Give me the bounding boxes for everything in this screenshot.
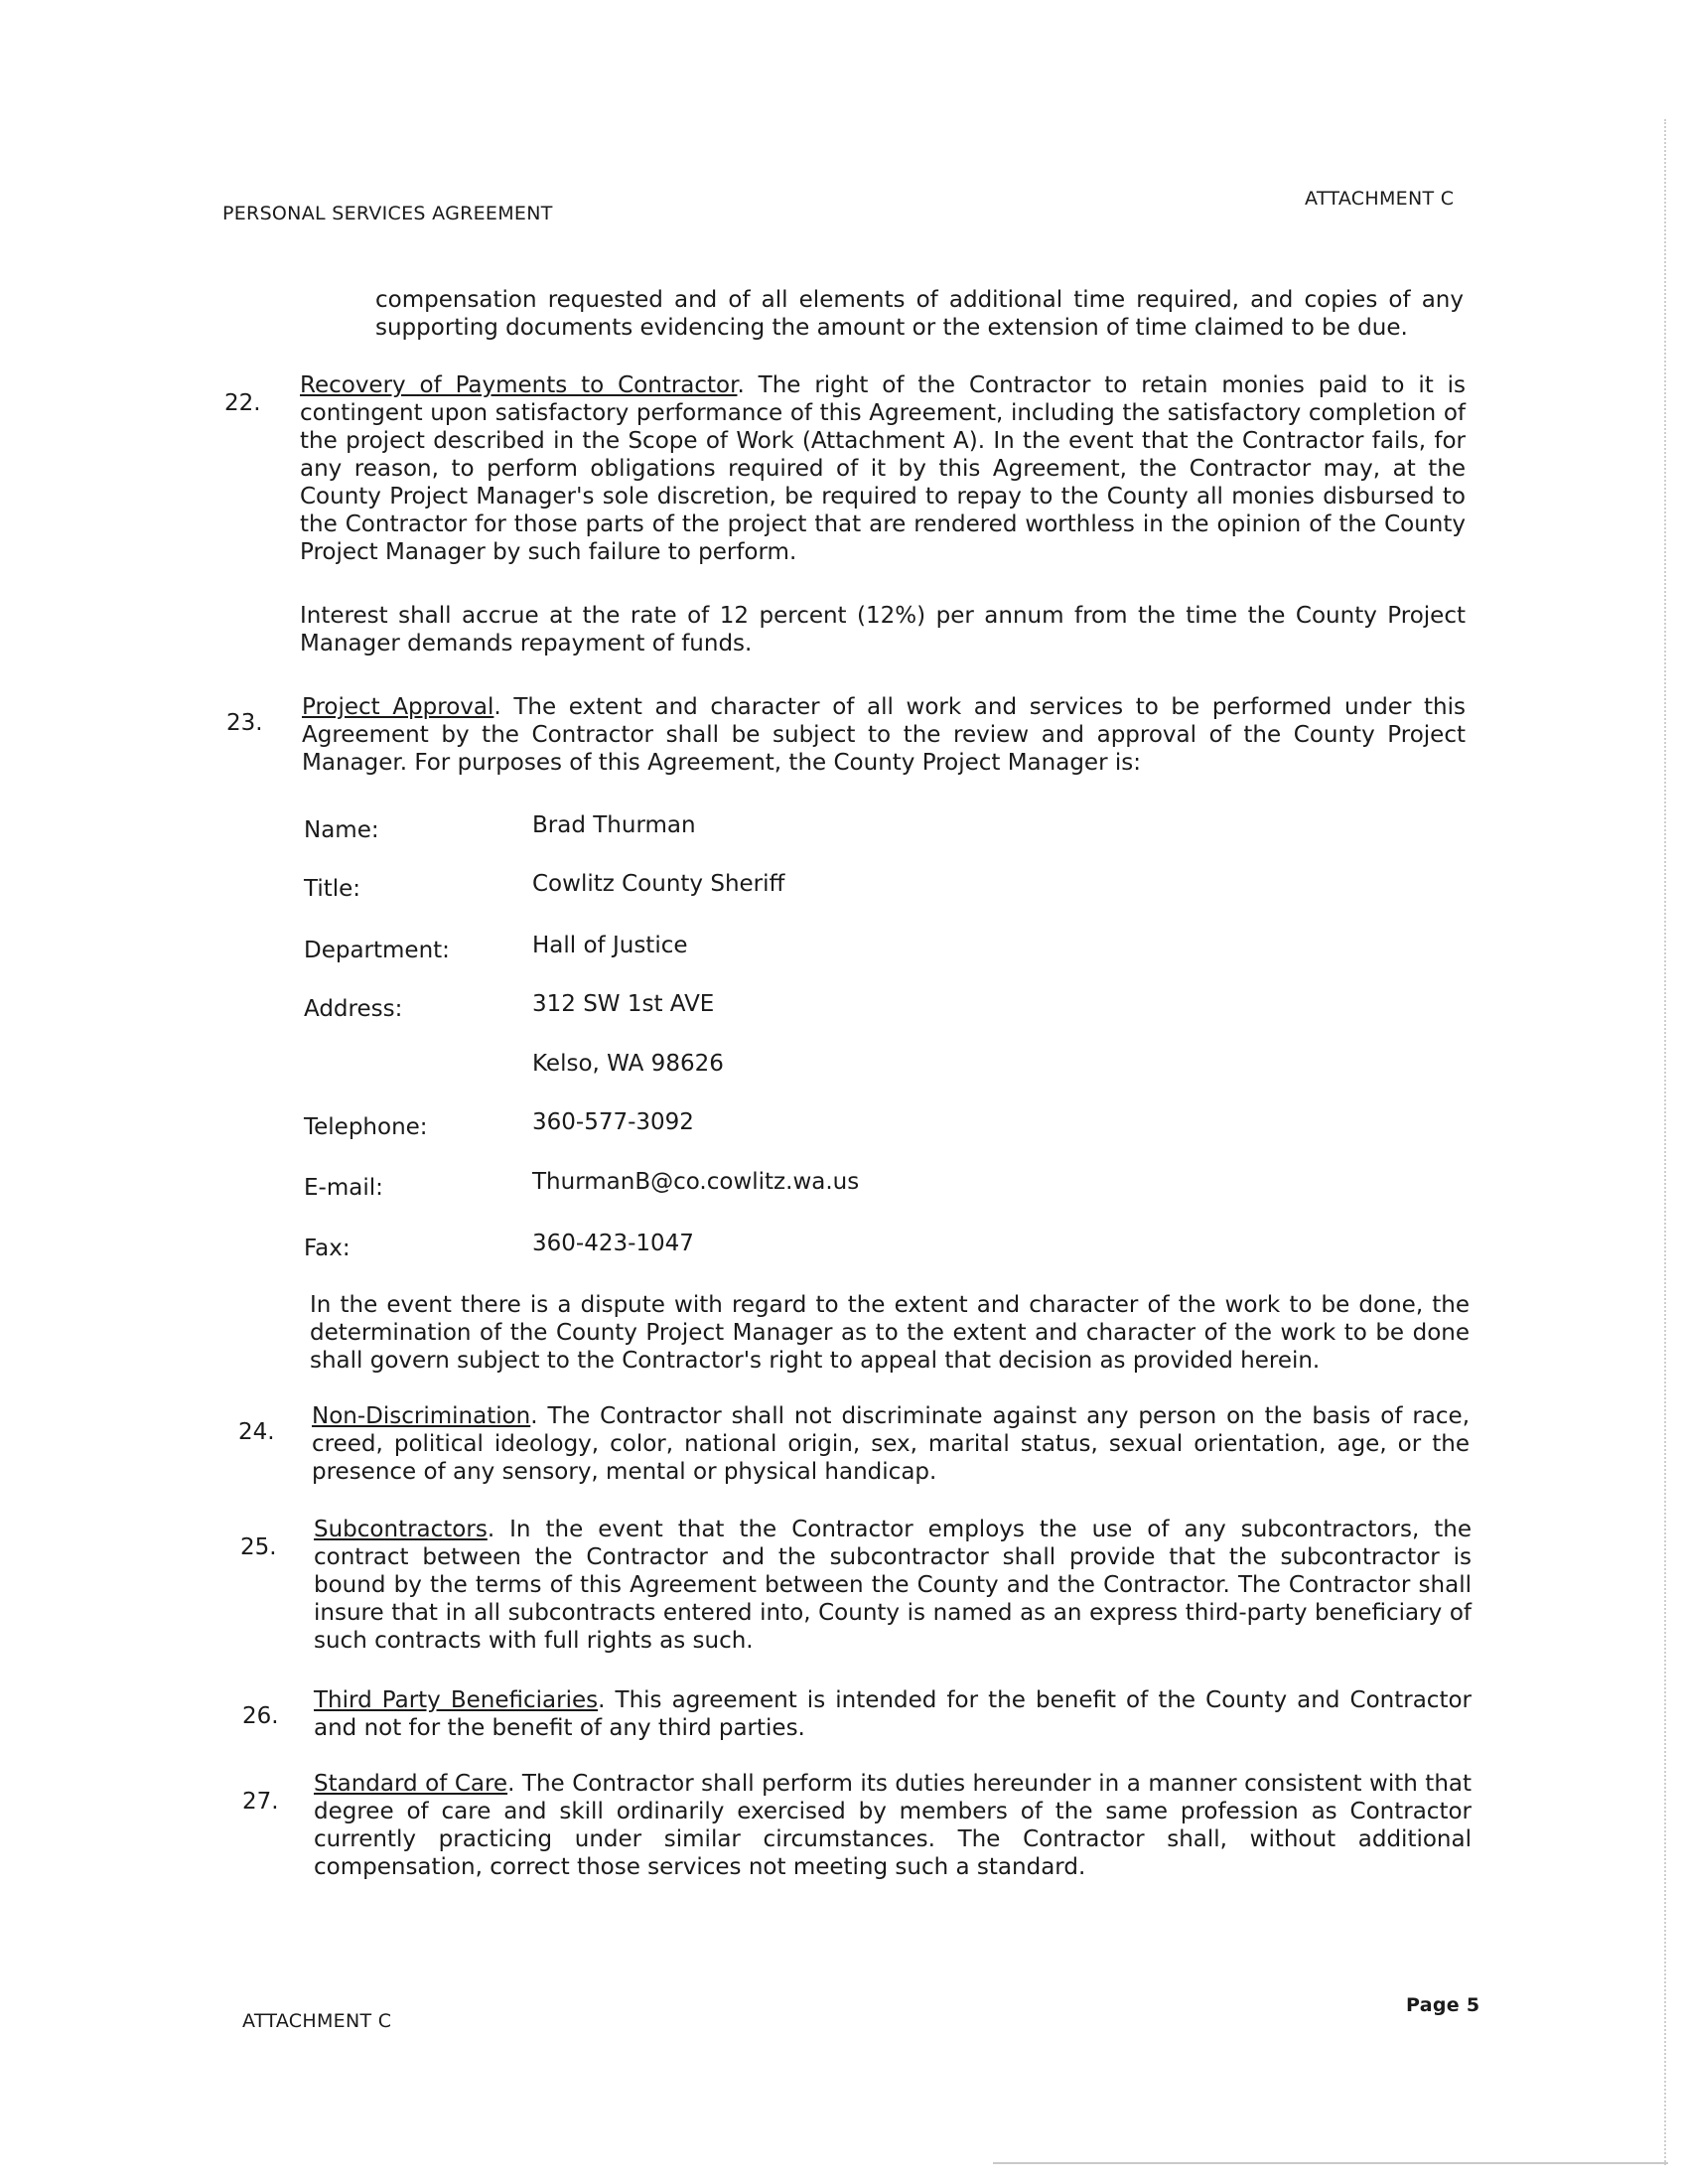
address-line-1: 312 SW 1st AVE xyxy=(532,991,715,1017)
section-26-heading: Third Party Beneficiaries xyxy=(314,1687,599,1713)
email-label: E-mail: xyxy=(304,1175,383,1201)
section-22-heading: Recovery of Payments to Contractor xyxy=(300,372,738,398)
section-24-body: The Contractor shall not discriminate against any person on the basis of race, creed, political ideology, color, national origin, sex, marital status, sexual orientation, age, or the presence of any sensory, mental or physical handicap. xyxy=(312,1403,1471,1485)
fax-value: 360-423-1047 xyxy=(532,1231,694,1256)
name-value: Brad Thurman xyxy=(532,812,696,838)
section-24-paragraph: Non-Discrimination. The Contractor shall not discriminate against any person on the basis of race, creed, political ideology, color, national origin, sex, marital status, sexual orientation, age, or the presence of any sensory, mental or physical handicap. xyxy=(312,1403,1471,1485)
section-26-body: This agreement is intended for the benefit of the County and Contractor and not for the benefit of any third parties. xyxy=(314,1687,1472,1741)
telephone-label: Telephone: xyxy=(304,1114,428,1140)
section-25-paragraph: Subcontractors. In the event that the Contractor employs the use of any subcontractors, the contract between the Contractor and the subcontractor shall provide that the subcontractor is bound by the terms of this Agreement between the County and the Contractor. The Contractor shall insure that in all subcontracts entered into, County is named as an express third-party beneficiary of such contracts with full rights as such. xyxy=(314,1517,1473,1654)
fax-label: Fax: xyxy=(304,1236,351,1261)
section-22-interest: Interest shall accrue at the rate of 12 percent (12%) per annum from the time the County Project Manager demands repayment of funds. xyxy=(300,603,1466,656)
continuation-paragraph: compensation requested and of all elements of additional time required, and copies of any supporting documents evidencing the amount or the extension of time claimed to be due. xyxy=(375,287,1464,341)
section-26-number: 26. xyxy=(242,1703,279,1729)
section-22-paragraph: Recovery of Payments to Contractor. The right of the Contractor to retain monies paid to it is contingent upon satisfactory performance of this Agreement, including the satisfactory completion of the project described in the Scope of Work (Attachment A). In the event that the Contractor fails, for any reason, to perform obligations required of it by this Agreement, the Contractor may, at the County Project Manager's sole discretion, be required to repay to the County all monies disbursed to the Contractor for those parts of the project that are rendered worthless in the opinion of the County Project Manager by such failure to perform. xyxy=(300,372,1466,565)
address-label: Address: xyxy=(304,996,403,1022)
section-22-body: The right of the Contractor to retain monies paid to it is contingent upon satisfactory performance of this Agreement, including the satisfactory completion of the project described in the Scope of Work (Attachment A). In the event that the Contractor fails, for any reason, to perform obligations required of it by this Agreement, the Contractor may, at the County Project Manager's sole discretion, be required to repay to the County all monies disbursed to the Contractor for those parts of the project that are rendered worthless in the opinion of the County Project Manager by such failure to perform. xyxy=(300,372,1466,565)
section-23-body: The extent and character of all work and services to be performed under this Agreement by the Contractor shall be subject to the review and approval of the County Project Manager. For purposes of this Agreement, the County Project Manager is: xyxy=(302,694,1466,776)
section-25-heading: Subcontractors xyxy=(314,1517,488,1542)
department-label: Department: xyxy=(304,938,450,963)
header-left: PERSONAL SERVICES AGREEMENT xyxy=(222,203,553,224)
section-23-paragraph: Project Approval. The extent and character of all work and services to be performed under this Agreement by the Contractor shall be subject to the review and approval of the County Project Manager. For purposes of this Agreement, the County Project Manager is: xyxy=(302,694,1466,776)
address-line-2: Kelso, WA 98626 xyxy=(532,1051,724,1077)
email-value: ThurmanB@co.cowlitz.wa.us xyxy=(532,1169,860,1195)
scan-bottom-line xyxy=(993,2162,1668,2164)
telephone-value: 360-577-3092 xyxy=(532,1109,694,1135)
footer-right: Page 5 xyxy=(1406,1994,1480,2016)
section-24-number: 24. xyxy=(238,1419,275,1445)
section-27-paragraph: Standard of Care. The Contractor shall perform its duties hereunder in a manner consistent with that degree of care and skill ordinarily exercised by members of the same profession as Contractor currently practicing under similar circumstances. The Contractor shall, without additional compensation, correct those services not meeting such a standard. xyxy=(314,1771,1473,1880)
section-23-heading: Project Approval xyxy=(302,694,494,720)
name-label: Name: xyxy=(304,817,379,843)
section-22-number: 22. xyxy=(224,390,261,416)
scan-edge-artifact xyxy=(1664,119,1666,2165)
section-26-paragraph: Third Party Beneficiaries. This agreement is intended for the benefit of the County and Contractor and not for the benefit of any third parties. xyxy=(314,1687,1472,1741)
department-value: Hall of Justice xyxy=(532,933,688,958)
header-right: ATTACHMENT C xyxy=(1305,188,1455,210)
section-27-heading: Standard of Care xyxy=(314,1771,508,1797)
footer-left: ATTACHMENT C xyxy=(242,2010,392,2032)
title-value: Cowlitz County Sheriff xyxy=(532,871,785,897)
title-label: Title: xyxy=(304,876,361,902)
section-25-body: In the event that the Contractor employs the use of any subcontractors, the contract between the Contractor and the subcontractor shall provide that the subcontractor is bound by the terms of this Agreement between the County and the Contractor. The Contractor shall insure that in all subcontracts entered into, County is named as an express third-party beneficiary of such contracts with full rights as such. xyxy=(314,1517,1473,1654)
section-27-body: The Contractor shall perform its duties hereunder in a manner consistent with that degree of care and skill ordinarily exercised by members of the same profession as Contractor currently practicing under similar circumstances. The Contractor shall, without additional compensation, correct those services not meeting such a standard. xyxy=(314,1771,1473,1880)
section-27-number: 27. xyxy=(242,1789,279,1815)
section-23-number: 23. xyxy=(226,710,263,736)
section-23-dispute: In the event there is a dispute with regard to the extent and character of the work to be done, the determination of the County Project Manager as to the extent and character of the work to be done shall govern subject to the Contractor's right to appeal that decision as provided herein. xyxy=(310,1292,1470,1374)
section-25-number: 25. xyxy=(240,1534,277,1560)
section-24-heading: Non-Discrimination xyxy=(312,1403,531,1429)
